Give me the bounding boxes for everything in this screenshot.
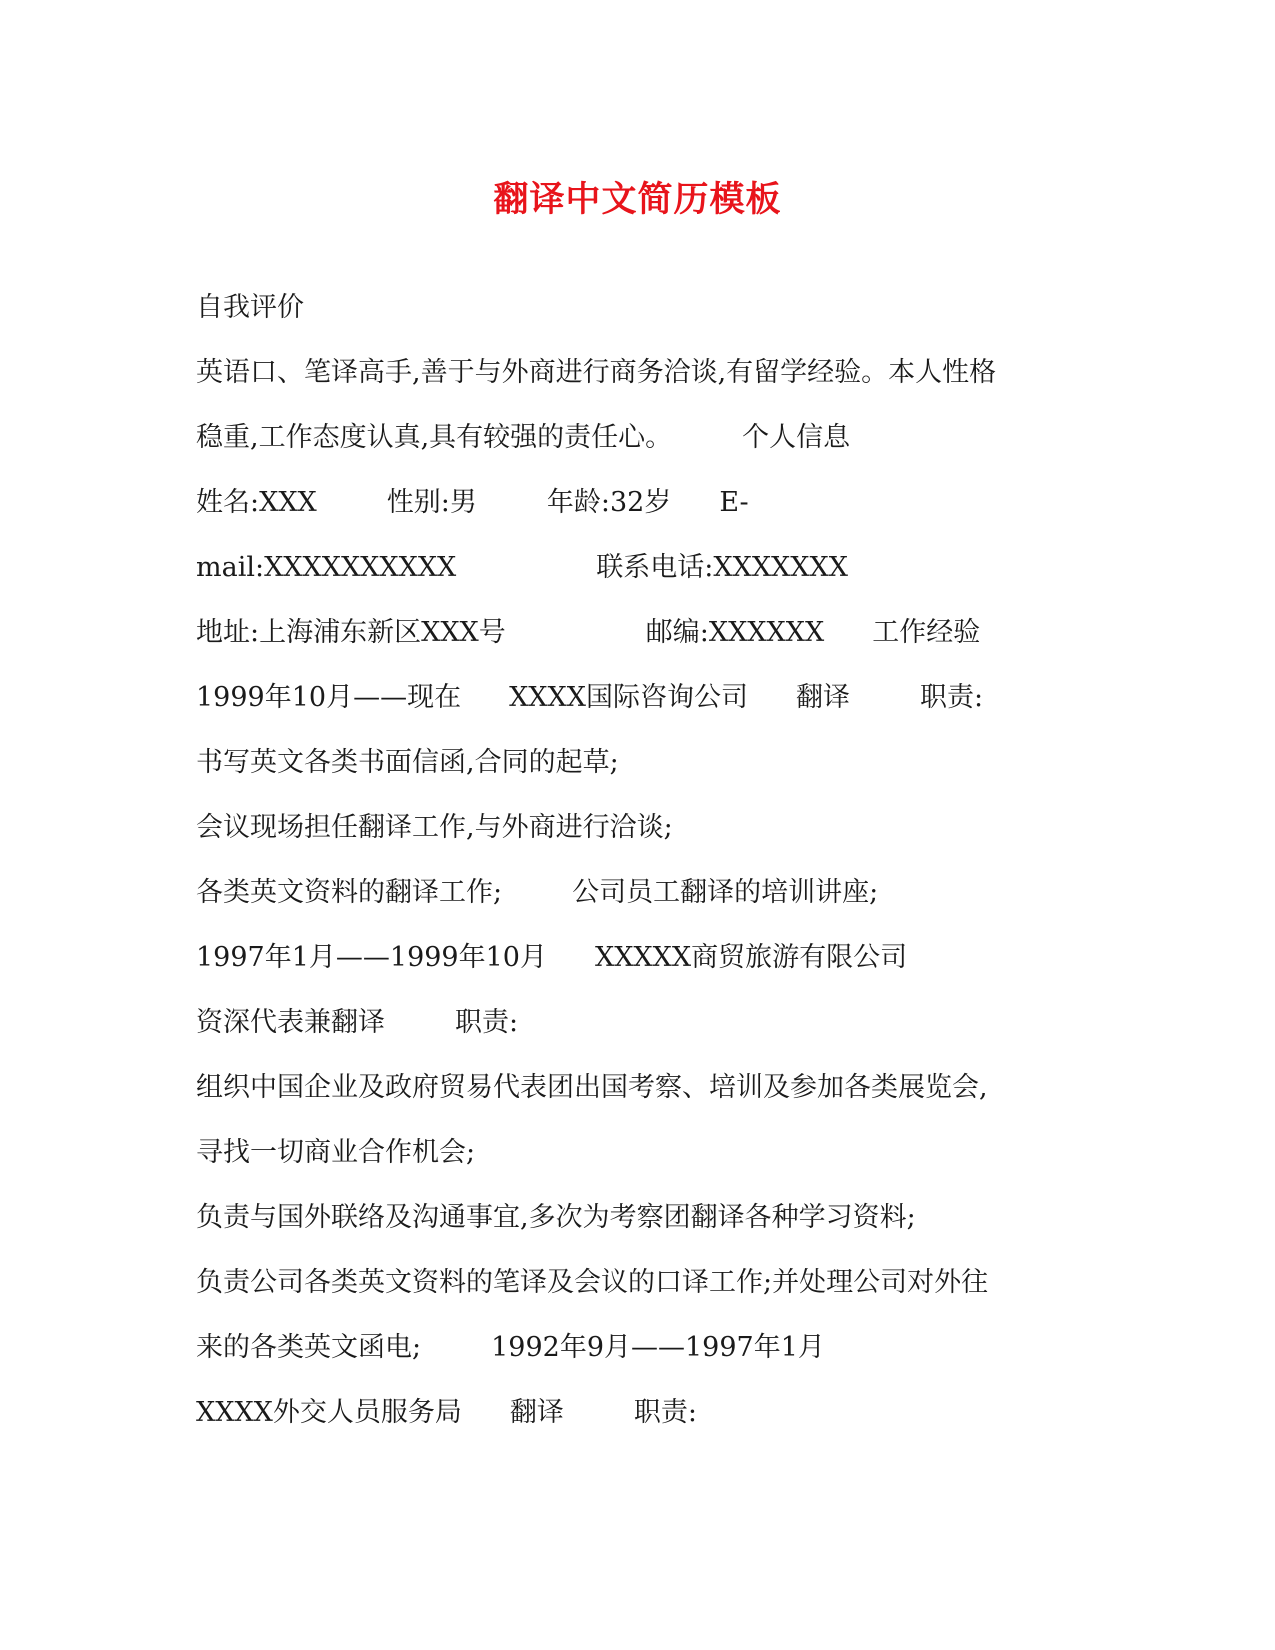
email-label-part: E- <box>719 487 749 518</box>
paragraph-line <box>196 1133 1096 1198</box>
section-heading-self-evaluation <box>196 288 1096 353</box>
job-duties-label: 职责: <box>919 682 984 713</box>
text-segment: 公司员工翻译的培训讲座; <box>572 877 879 908</box>
job-company: XXXXX商贸旅游有限公司 <box>594 942 908 973</box>
job-company: XXXX国际咨询公司 <box>509 682 748 713</box>
gender-field: 性别:男 <box>386 487 477 518</box>
job-duties-label: 职责: <box>455 1007 519 1038</box>
name-field: 姓名:XXX <box>196 487 317 518</box>
job-title: 资深代表兼翻译 <box>196 1007 385 1038</box>
paragraph-line <box>196 613 1096 678</box>
paragraph-line <box>196 1198 1096 1263</box>
paragraph-line <box>196 743 1096 808</box>
paragraph-line <box>196 483 1096 548</box>
postcode-field: 邮编:XXXXXX <box>645 617 825 648</box>
text-segment: 寻找一切商业合作机会; <box>196 1137 476 1168</box>
paragraph-line <box>196 873 1096 938</box>
text-segment: 自我评价 <box>196 292 304 323</box>
address-field: 地址:上海浦东新区XXX号 <box>196 617 506 648</box>
paragraph-line <box>196 418 1096 483</box>
text-segment: 来的各类英文函电; <box>196 1332 422 1363</box>
document-title: 翻译中文简历模板 <box>493 179 782 220</box>
paragraph-line <box>196 548 1096 613</box>
paragraph-line <box>196 678 1096 743</box>
job-title: 翻译 <box>509 1397 564 1428</box>
text-segment: 组织中国企业及政府贸易代表团出国考察、培训及参加各类展览会, <box>196 1072 988 1103</box>
job-title: 翻译 <box>795 682 850 713</box>
paragraph-line <box>196 1263 1096 1328</box>
email-field: mail:XXXXXXXXXX <box>196 552 457 583</box>
section-heading-personal-info: 个人信息 <box>742 422 851 453</box>
text-segment: 稳重,工作态度认真,具有较强的责任心。 <box>196 422 673 453</box>
paragraph-line <box>196 1393 1096 1458</box>
section-heading-work-experience: 工作经验 <box>872 617 981 648</box>
paragraph-line <box>196 1068 1096 1133</box>
text-segment: 英语口、笔译高手,善于与外商进行商务洽谈,有留学经验。本人性格 <box>196 357 997 388</box>
paragraph-line <box>196 1328 1096 1393</box>
document-body <box>196 288 1096 1458</box>
job-period: 1999年10月——现在 <box>196 682 462 713</box>
job-period: 1997年1月——1999年10月 <box>196 942 547 973</box>
age-field: 年龄:32岁 <box>546 487 672 518</box>
text-segment: 会议现场担任翻译工作,与外商进行洽谈; <box>196 812 673 843</box>
text-segment: 负责公司各类英文资料的笔译及会议的口译工作;并处理公司对外往 <box>196 1267 989 1298</box>
text-segment: 书写英文各类书面信函,合同的起草; <box>196 747 619 778</box>
phone-field: 联系电话:XXXXXXX <box>596 552 848 583</box>
text-segment: 各类英文资料的翻译工作; <box>196 877 503 908</box>
job-period: 1992年9月——1997年1月 <box>491 1332 825 1363</box>
paragraph-line <box>196 353 1096 418</box>
paragraph-line <box>196 938 1096 1003</box>
job-company: XXXX外交人员服务局 <box>196 1397 462 1428</box>
job-duties-label: 职责: <box>633 1397 697 1428</box>
text-segment: 负责与国外联络及沟通事宜,多次为考察团翻译各种学习资料; <box>196 1202 916 1233</box>
paragraph-line <box>196 808 1096 873</box>
paragraph-line <box>196 1003 1096 1068</box>
